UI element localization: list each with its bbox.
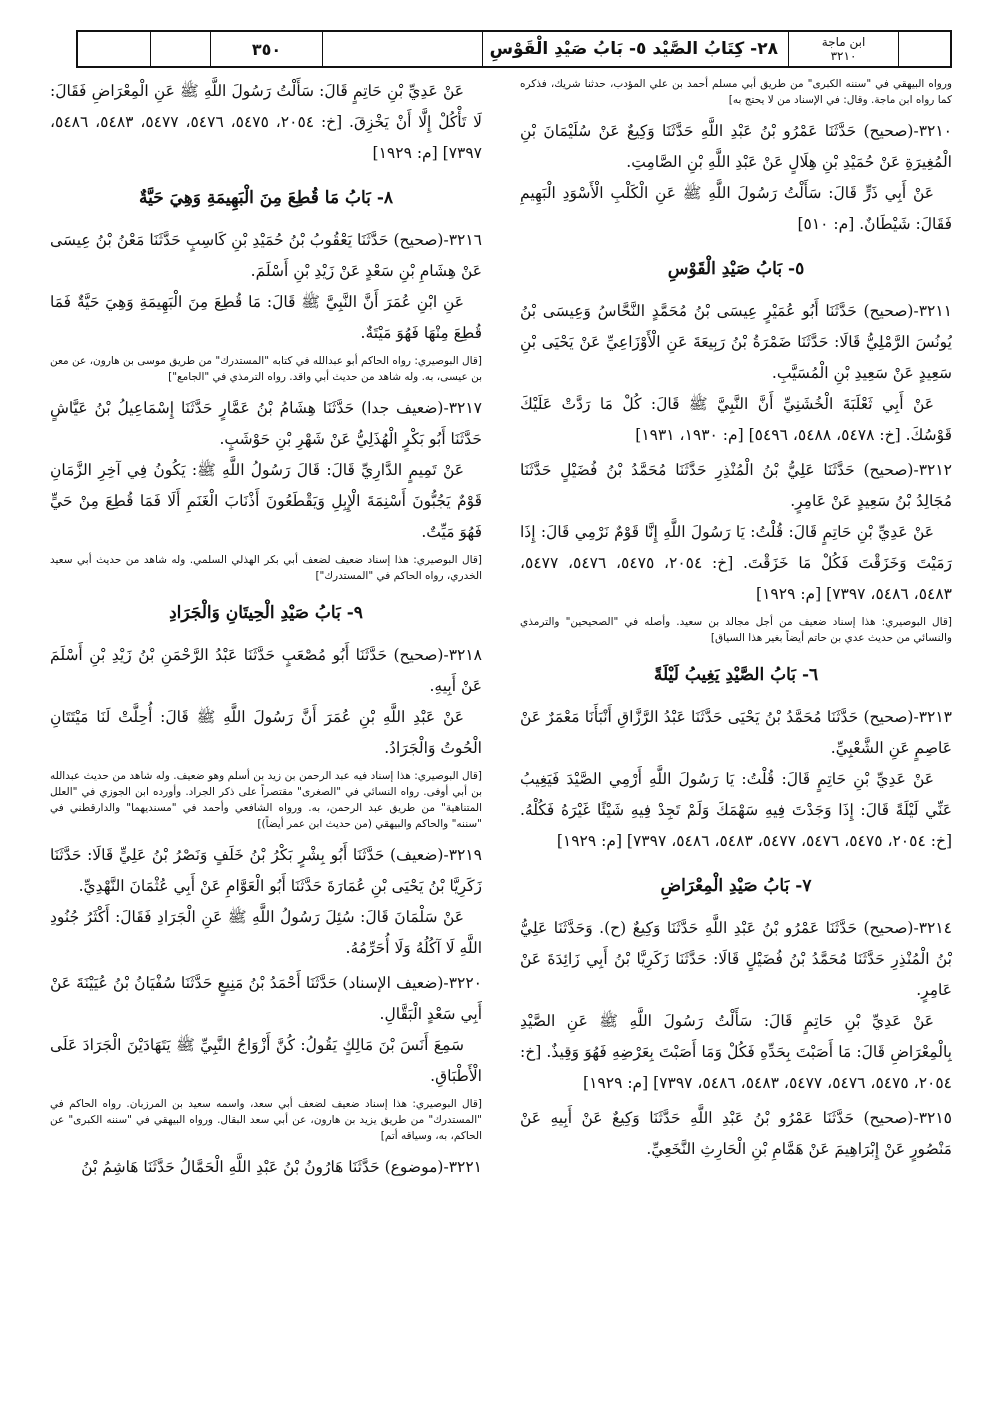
note: [قال البوصيري: هذا إسناد فيه عبد الرحمن بن زيد بن أسلم وهو ضعيف. وله شاهد من حديث عبدالله بن أبي أوفى. رواه النسائي في "الصغرى" مقتصراً على ذكر الجراد. وأورده ابن الجوزي في "العلل المتناهية" من طريق عبد الرحمن، به. ورواه الشافعي وأحمد في "مسنديهما" والدارقطني في "سننه" والحاكم والبيهقي (من حديث ابن عمر أيضاً)] (50, 770, 482, 830)
hadith-3219 (50, 840, 482, 964)
hadith-isnad: ٣٢١٥-(صحيح) حَدَّثَنَا عَمْرُو بْنُ عَبْدِ اللَّهِ حَدَّثَنَا وَكِيعٌ عَنْ أَبِيهِ عَنْ مَنْصُورٍ عَنْ إِبْرَاهِيمَ عَنْ هَمَّامِ بْنِ الْحَارِثِ النَّخَعِيِّ. (520, 1109, 952, 1158)
header-cell-blank (322, 32, 482, 66)
header-source-number: ٣٢١٠ (830, 49, 857, 63)
hadith-matn: سَمِعَ أَنَسَ بْنَ مَالِكٍ يَقُولُ: كُنَّ أَزْوَاجُ النَّبِيِّ ﷺ يَتَهَادَيْنَ الْجَرَادَ عَلَى الْأَطْبَاقِ. (50, 1036, 482, 1085)
hadith-3214 (520, 913, 952, 1099)
hadith-isnad: ٣٢١٨-(صحيح) حَدَّثَنَا أَبُو مُصْعَبٍ حَدَّثَنَا عَبْدُ الرَّحْمَنِ بْنُ زَيْدِ بْنِ أَسْلَمَ عَنْ أَبِيهِ. (50, 646, 482, 695)
hadith-3221 (50, 1152, 482, 1183)
hadith-isnad: ٣٢١٤-(صحيح) حَدَّثَنَا عَمْرُو بْنُ عَبْدِ اللَّهِ حَدَّثَنَا وَكِيعٌ (ح). وَحَدَّثَنَا عَلِيُّ بْنُ الْمُنْذِرِ حَدَّثَنَا مُحَمَّدُ بْنُ فُضَيْلٍ قَالَا: حَدَّثَنَا زَكَرِيَّا بْنُ أَبِي زَائِدَةَ عَنْ عَامِرٍ. (520, 919, 952, 999)
hadith-isnad: ٣٢١٧-(ضعيف جدا) حَدَّثَنَا هِشَامُ بْنُ عَمَّارٍ حَدَّثَنَا إِسْمَاعِيلُ بْنُ عَيَّاشٍ حَدَّثَنَا أَبُو بَكْرٍ الْهُذَلِيُّ عَنْ شَهْرِ بْنِ حَوْشَبٍ. (50, 399, 482, 448)
right-column (520, 76, 952, 1366)
note: [قال البوصيري: هذا إسناد ضعيف لضعف أبي بكر الهذلي السلمي. وله شاهد من حديث أبي سعيد الخدري، رواه الحاكم في "المستدرك"] (50, 554, 482, 582)
book-page (40, 30, 952, 1370)
hadith-isnad: ٣٢١٣-(صحيح) حَدَّثَنَا مُحَمَّدُ بْنُ يَحْيَى حَدَّثَنَا عَبْدُ الرَّزَّاقِ أَنْبَأَنَا مَعْمَرٌ عَنْ عَاصِمٍ عَنِ الشَّعْبِيِّ. (520, 708, 952, 757)
hadith-matn: عَنْ سَلْمَانَ قَالَ: سُئِلَ رَسُولُ اللَّهِ ﷺ عَنِ الْجَرَادِ فَقَالَ: أَكْثَرُ جُنُودِ اللَّهِ لَا آكُلُهُ وَلَا أُحَرِّمُهُ. (50, 908, 482, 957)
left-column (50, 76, 482, 1366)
chapter-heading: ٥- بَابُ صَيْدِ الْقَوْسِ (667, 259, 805, 279)
hadith-matn: عَنْ عَدِيِّ بْنِ حَاتِمٍ قَالَ: سَأَلْتُ رَسُولَ اللَّهِ ﷺ عَنِ الصَّيْدِ بِالْمِعْرَاضِ قَالَ: مَا أَصَبْتَ بِحَدِّهِ فَكُلْ وَمَا أَصَبْتَ بِعَرْضِهِ فَهُوَ وَقِيذٌ. [خ: ٢٠٥٤، ٥٤٧٥، ٥٤٧٦، ٥٤٧٧، ٥٤٨٣، ٥٤٨٦، ٧٣٩٧] [م: ١٩٢٩] (520, 1012, 952, 1092)
hadith-isnad: ٣٢٢٠-(ضعيف الإسناد) حَدَّثَنَا أَحْمَدُ بْنُ مَنِيعٍ حَدَّثَنَا سُفْيَانُ بْنُ عُيَيْنَةَ عَنْ أَبِي سَعْدٍ الْبَقَّالِ. (50, 974, 482, 1023)
hadith-matn: عَنْ عَدِيِّ بْنِ حَاتِمٍ قَالَ: قُلْتُ: يَا رَسُولَ اللَّهِ أَرْمِي الصَّيْدَ فَيَغِيبُ عَنِّي لَيْلَةً قَالَ: إِذَا وَجَدْتَ فِيهِ سَهْمَكَ وَلَمْ تَجِدْ فِيهِ شَيْئًا غَيْرَهُ فَكُلْهُ. [خ: ٢٠٥٤، ٥٤٧٥، ٥٤٧٦، ٥٤٧٧، ٥٤٨٣، ٥٤٨٦، ٧٣٩٧] [م: ١٩٢٩] (520, 770, 952, 850)
hadith-matn: عَنْ أَبِي ذَرٍّ قَالَ: سَأَلْتُ رَسُولَ اللَّهِ ﷺ عَنِ الْكَلْبِ الْأَسْوَدِ الْبَهِيمِ فَقَالَ: شَيْطَانٌ. [م: ٥١٠] (520, 184, 952, 233)
header-cell-blank (78, 32, 150, 66)
page-header (76, 30, 952, 68)
hadith-isnad: ٣٢٢١-(موضوع) حَدَّثَنَا هَارُونُ بْنُ عَبْدِ اللَّهِ الْحَمَّالُ حَدَّثَنَا هَاشِمُ بْنُ (81, 1158, 482, 1176)
hadith-3212 (520, 455, 952, 610)
hadith-3218 (50, 640, 482, 764)
note: [قال البوصيري: هذا إسناد ضعيف من أجل مجالد بن سعيد. وأصله في "الصحيحين" والترمذي والنسائي من حديث عدي بن حاتم أيضاً بغير هذا السياق] (520, 616, 952, 644)
chapter-heading: ٩- بَابُ صَيْدِ الْحِيتَانِ وَالْجَرَادِ (169, 603, 363, 623)
chapter-heading: ٦- بَابُ الصَّيْدِ يَغِيبُ لَيْلَةً (653, 665, 819, 685)
header-cell-blank (898, 32, 950, 66)
header-source (788, 32, 898, 66)
hadith-isnad: ٣٢١٠-(صحيح) حَدَّثَنَا عَمْرُو بْنُ عَبْدِ اللَّهِ حَدَّثَنَا وَكِيعٌ عَنْ سُلَيْمَانَ بْنِ الْمُغِيرَةِ عَنْ حُمَيْدِ بْنِ هِلَالٍ عَنْ عَبْدِ اللَّهِ بْنِ الصَّامِتِ. (520, 122, 952, 171)
hadith-3217 (50, 393, 482, 548)
hadith-matn: عَنْ تَمِيمٍ الدَّارِيِّ قَالَ: قَالَ رَسُولُ اللَّهِ ﷺ: يَكُونُ فِي آخِرِ الزَّمَانِ قَوْمٌ يَجُبُّونَ أَسْنِمَةَ الْإِبِلِ وَيَقْطَعُونَ أَذْنَابَ الْغَنَمِ أَلَا فَمَا قُطِعَ مِنْ حَيٍّ فَهُوَ مَيِّتٌ. (50, 461, 482, 541)
hadith-matn: عَنْ أَبِي ثَعْلَبَةَ الْخُشَنِيِّ أَنَّ النَّبِيَّ ﷺ قَالَ: كُلْ مَا رَدَّتْ عَلَيْكَ قَوْسُكَ. [خ: ٥٤٧٨، ٥٤٨٨، ٥٤٩٦] [م: ١٩٣٠، ١٩٣١] (520, 395, 952, 444)
hadith-isnad: ٣٢١٦-(صحيح) حَدَّثَنَا يَعْقُوبُ بْنُ حُمَيْدِ بْنِ كَاسِبٍ حَدَّثَنَا مَعْنُ بْنُ عِيسَى عَنْ هِشَامِ بْنِ سَعْدٍ عَنْ زَيْدِ بْنِ أَسْلَمَ. (50, 231, 482, 280)
chapter-heading: ٨- بَابُ مَا قُطِعَ مِنَ الْبَهِيمَةِ وَهِيَ حَيَّةٌ (138, 188, 394, 208)
hadith-3216 (50, 225, 482, 349)
hadith-matn: عَنْ عَدِيِّ بْنِ حَاتِمٍ قَالَ: سَأَلْتُ رَسُولَ اللَّهِ ﷺ عَنِ الْمِعْرَاضِ فَقَالَ: لَا تَأْكُلْ إِلَّا أَنْ يَخْزِقَ. [خ: ٢٠٥٤، ٥٤٧٥، ٥٤٧٦، ٥٤٧٧، ٥٤٨٣، ٥٤٨٦، ٧٣٩٧] [م: ١٩٢٩] (50, 82, 482, 162)
header-title: ٢٨- كِتَابُ الصَّيْد ٥- بَابُ صَيْدِ الْقَوْسِ (482, 32, 788, 66)
hadith-matn: عَنِ ابْنِ عُمَرَ أَنَّ النَّبِيَّ ﷺ قَالَ: مَا قُطِعَ مِنَ الْبَهِيمَةِ وَهِيَ حَيَّةٌ فَمَا قُطِعَ مِنْهَا فَهُوَ مَيْتَةٌ. (50, 293, 482, 342)
header-cell-blank (150, 32, 210, 66)
chapter-heading: ٧- بَابُ صَيْدِ الْمِعْرَاضِ (660, 876, 812, 896)
page-number: ٣٥٠ (210, 32, 322, 66)
hadith-isnad: ٣٢١١-(صحيح) حَدَّثَنَا أَبُو عُمَيْرٍ عِيسَى بْنُ مُحَمَّدٍ النَّحَّاسُ وَعِيسَى بْنُ يُونُسَ الرَّمْلِيُّ قَالَا: حَدَّثَنَا ضَمْرَةُ بْنُ رَبِيعَةَ عَنِ الْأَوْزَاعِيِّ عَنْ يَحْيَى بْنِ سَعِيدٍ عَنْ سَعِيدِ بْنِ الْمُسَيَّبِ. (520, 302, 952, 382)
hadith-matn: عَنْ عَدِيِّ بْنِ حَاتِمٍ قَالَ: قُلْتُ: يَا رَسُولَ اللَّهِ إِنَّا قَوْمٌ نَرْمِي قَالَ: إِذَا رَمَيْتَ وَخَزَقْتَ فَكُلْ مَا خَزَقْتَ. [خ: ٢٠٥٤، ٥٤٧٥، ٥٤٧٦، ٥٤٧٧، ٥٤٨٣، ٥٤٨٦، ٧٣٩٧] [م: ١٩٢٩] (520, 523, 952, 603)
note: [قال البوصيري: هذا إسناد ضعيف لضعف أبي سعد، واسمه سعيد بن المرزبان. رواه الحاكم في "المستدرك" من طريق يزيد بن هارون، عن أبي سعد البقال. ورواه البيهقي في "سننه الكبرى" عن الحاكم، به، وسياقه أتم] (50, 1098, 482, 1142)
note: ورواه البيهقي في "سننه الكبرى" من طريق أبي مسلم أحمد بن علي المؤدب، حدثنا شريك، فذكره كما رواه ابن ماجة. وقال: في الإسناد من لا يحتج به] (520, 78, 952, 106)
hadith-isnad: ٣٢١٩-(ضعيف) حَدَّثَنَا أَبُو بِشْرٍ بَكْرُ بْنُ خَلَفٍ وَنَصْرُ بْنُ عَلِيٍّ قَالَا: حَدَّثَنَا زَكَرِيَّا بْنُ يَحْيَى بْنِ عُمَارَةَ حَدَّثَنَا أَبُو الْعَوَّامِ عَنْ أَبِي عُثْمَانَ النَّهْدِيِّ. (50, 846, 482, 895)
hadith-3213 (520, 702, 952, 857)
header-source-book: ابن ماجة (821, 35, 866, 49)
hadith-3211 (520, 296, 952, 451)
hadith-3210 (520, 116, 952, 240)
hadith-matn: عَنْ عَبْدِ اللَّهِ بْنِ عُمَرَ أَنَّ رَسُولَ اللَّهِ ﷺ قَالَ: أُحِلَّتْ لَنَا مَيْتَتَانِ الْحُوتُ وَالْجَرَادُ. (50, 708, 482, 757)
hadith-3220 (50, 968, 482, 1092)
hadith-3215-matn (50, 76, 482, 169)
hadith-isnad: ٣٢١٢-(صحيح) حَدَّثَنَا عَلِيُّ بْنُ الْمُنْذِرِ حَدَّثَنَا مُحَمَّدُ بْنُ فُضَيْلٍ حَدَّثَنَا مُجَالِدُ بْنُ سَعِيدٍ عَنْ عَامِرٍ. (520, 461, 952, 510)
hadith-3215 (520, 1103, 952, 1165)
note: [قال البوصيري: رواه الحاكم أبو عبدالله في كتابه "المستدرك" من طريق موسى بن هارون، عن معن بن عيسى، به. وله شاهد من حديث أبي واقد. رواه الترمذي في "الجامع"] (50, 355, 482, 383)
